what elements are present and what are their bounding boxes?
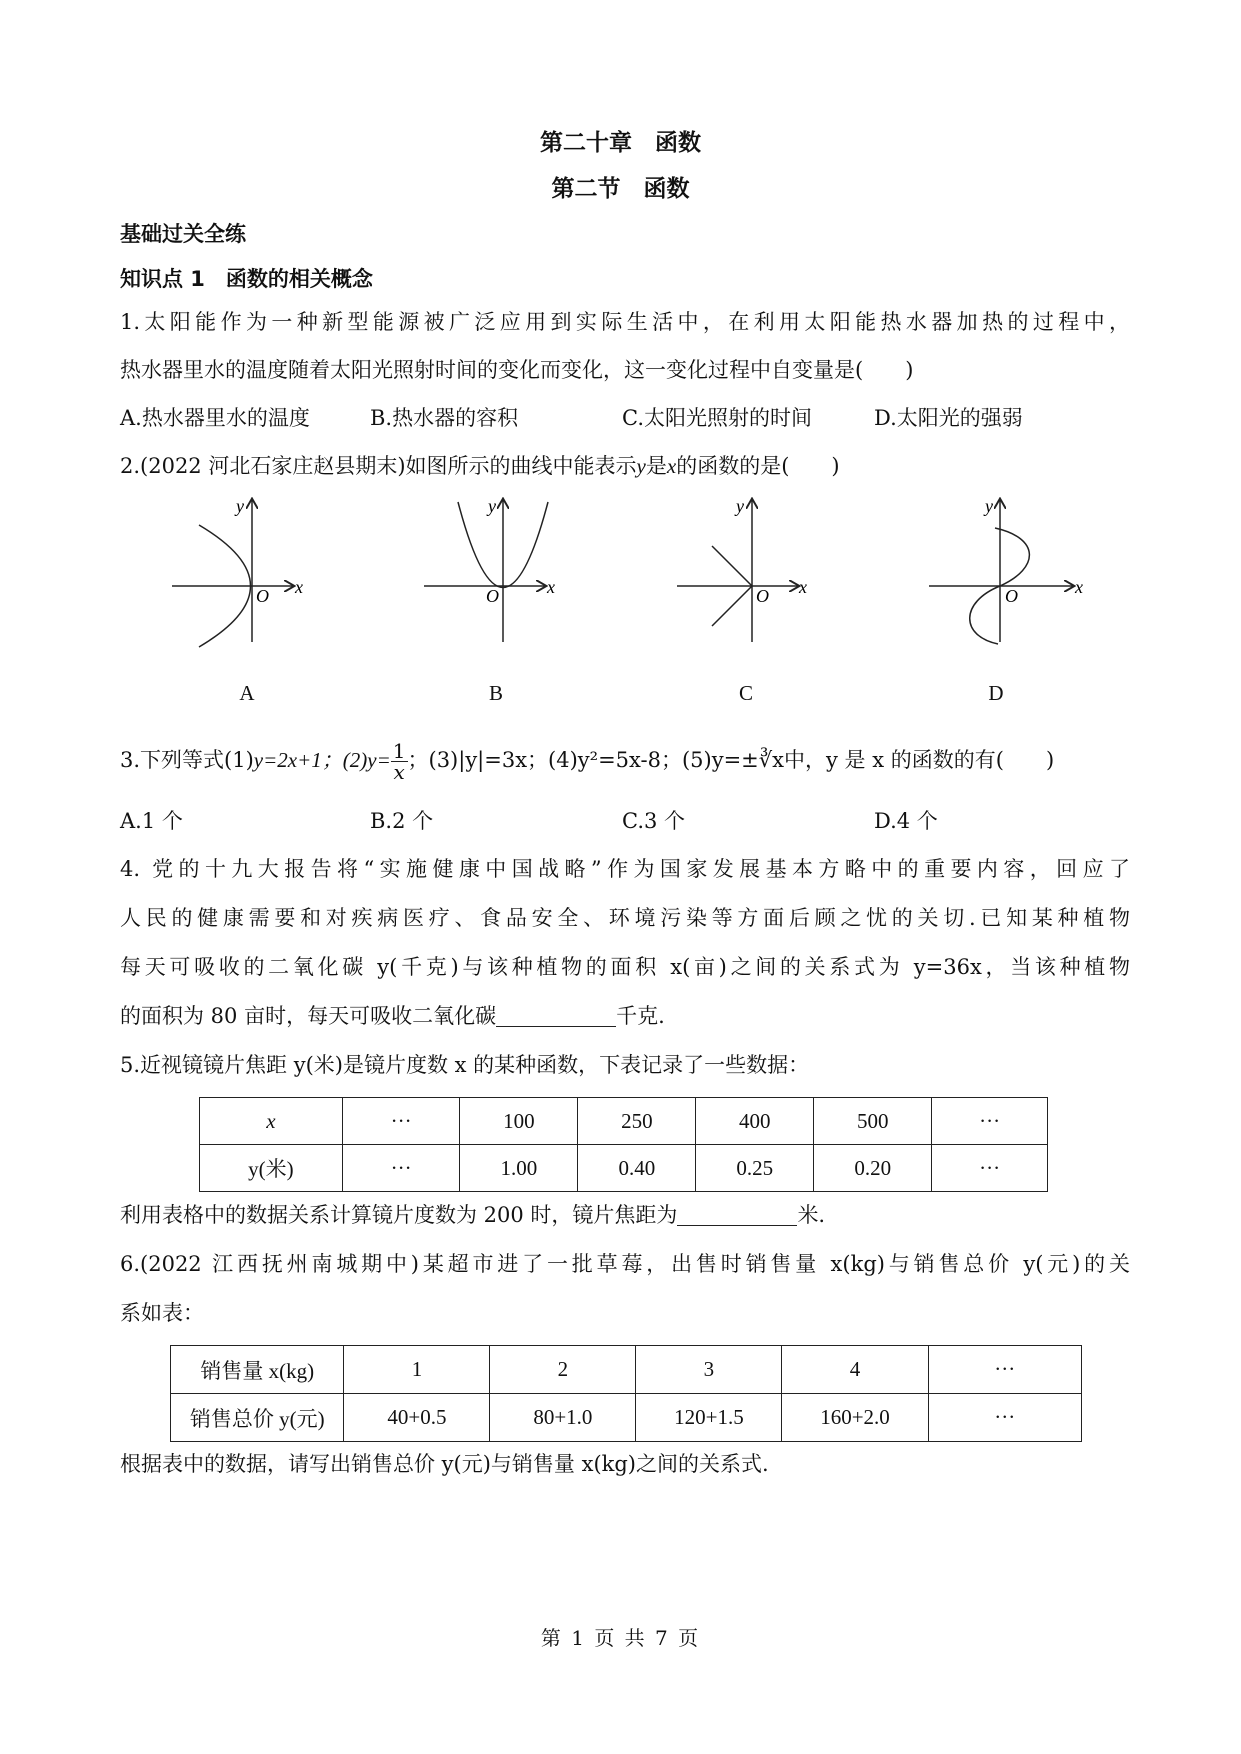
graph-a <box>172 496 303 647</box>
q2-stem: 2.(2022 河北石家庄赵县期末)如图所示的曲线中能表示y是x的函数的是( ) <box>120 454 840 478</box>
q4-line4: 的面积为 80 亩时，每天可吸收二氧化碳 千克. <box>120 1004 665 1028</box>
q1-option-d: D.太阳光的强弱 <box>874 406 1023 430</box>
graph-d <box>929 496 1083 644</box>
graph-a-x-label: x <box>295 577 303 597</box>
graph-c-x-label: x <box>799 577 807 597</box>
q6-table <box>170 1345 1082 1442</box>
graph-a-label: A <box>239 681 255 705</box>
graph-b-x-label: x <box>547 577 555 597</box>
graph-d-label: D <box>988 681 1004 705</box>
q1-line2: 热水器里水的温度随着太阳光照射时间的变化而变化，这一变化过程中自变量是( ) <box>120 358 914 382</box>
q1-option-b: B.热水器的容积 <box>370 406 519 430</box>
graph-b-label: B <box>488 681 503 705</box>
q6-line2: 系如表： <box>120 1301 204 1325</box>
q1-line1: 1.太阳能作为一种新型能源被广泛应用到实际生活中，在利用太阳能热水器加热的过程中， <box>120 310 1130 334</box>
graph-c-label: C <box>738 681 753 705</box>
q4-line1: 4. 党的十九大报告将“实施健康中国战略”作为国家发展基本方略中的重要内容，回应了 <box>120 857 1130 881</box>
graph-d-x-label: x <box>1075 577 1083 597</box>
page-footer: 第 1 页 共 7 页 <box>540 1626 701 1650</box>
q1-option-c: C.太阳光照射的时间 <box>622 406 812 430</box>
section-heading: 基础过关全练 <box>120 222 246 246</box>
q1-option-a: A.热水器里水的温度 <box>120 406 310 430</box>
graph-c <box>677 496 807 642</box>
q5-answer-blank[interactable] <box>677 1203 797 1226</box>
q3-fraction: $\frac{1}{x}$ <box>392 739 406 784</box>
chapter-title: 第二十章 函数 <box>540 130 701 156</box>
q4-line3: 每天可吸收的二氧化碳 y(千克)与该种植物的面积 x(亩)之间的关系式为 y=36x，当该种植物 <box>120 955 1130 979</box>
q5-table <box>199 1097 1048 1192</box>
q5-followup: 利用表格中的数据关系计算镜片度数为 200 时，镜片焦距为 米. <box>120 1203 826 1227</box>
q6-line1: 6.(2022 江西抚州南城期中)某超市进了一批草莓，出售时销售量 x(kg)与销售总价 y(元)的关 <box>120 1252 1130 1276</box>
q6-table-row-price: 销售总价 y(元) 40+0.5 80+1.0 120+1.5 160+2.0 ··· <box>171 1394 1082 1442</box>
q2-graphs <box>0 490 1241 720</box>
q6-table-row-quantity: 销售量 x(kg) 1 2 3 4 ··· <box>171 1346 1082 1394</box>
q3-option-a: A.1 个 <box>120 809 183 833</box>
graph-a-y-label: y <box>236 496 244 516</box>
q6-followup: 根据表中的数据，请写出销售总价 y(元)与销售量 x(kg)之间的关系式. <box>120 1452 769 1476</box>
q3-option-c: C.3 个 <box>622 809 686 833</box>
q3-option-b: B.2 个 <box>370 809 434 833</box>
graph-c-y-label: y <box>736 496 744 516</box>
q3-option-d: D.4 个 <box>874 809 938 833</box>
graph-d-origin: O <box>1005 586 1018 606</box>
graph-b <box>424 496 555 642</box>
section-title: 第二节 函数 <box>551 176 690 202</box>
graph-b-y-label: y <box>488 496 496 516</box>
graph-c-origin: O <box>756 586 769 606</box>
q5-stem: 5.近视镜镜片焦距 y(米)是镜片度数 x 的某种函数，下表记录了一些数据： <box>120 1053 810 1077</box>
q4-line2: 人民的健康需要和对疾病医疗、食品安全、环境污染等方面后顾之忧的关切.已知某种植物 <box>120 906 1130 930</box>
q4-answer-blank[interactable] <box>496 1004 616 1027</box>
graph-a-origin: O <box>256 586 269 606</box>
graph-b-origin: O <box>486 586 499 606</box>
graph-d-y-label: y <box>985 496 993 516</box>
q5-table-row-x: x ··· 100 250 400 500 ··· <box>200 1098 1048 1145</box>
knowledge-point-heading: 知识点 1 函数的相关概念 <box>120 267 373 291</box>
q5-table-row-y: y(米) ··· 1.00 0.40 0.25 0.20 ··· <box>200 1145 1048 1192</box>
q3-stem: 3.下列等式(1)y=2x+1；(2)y= $\frac{1}{x}$ ；(3)|y|=3x；(4)y²=5x-8；(5)y=±∛x中，y 是 x 的函数的有( ) <box>120 739 1055 784</box>
